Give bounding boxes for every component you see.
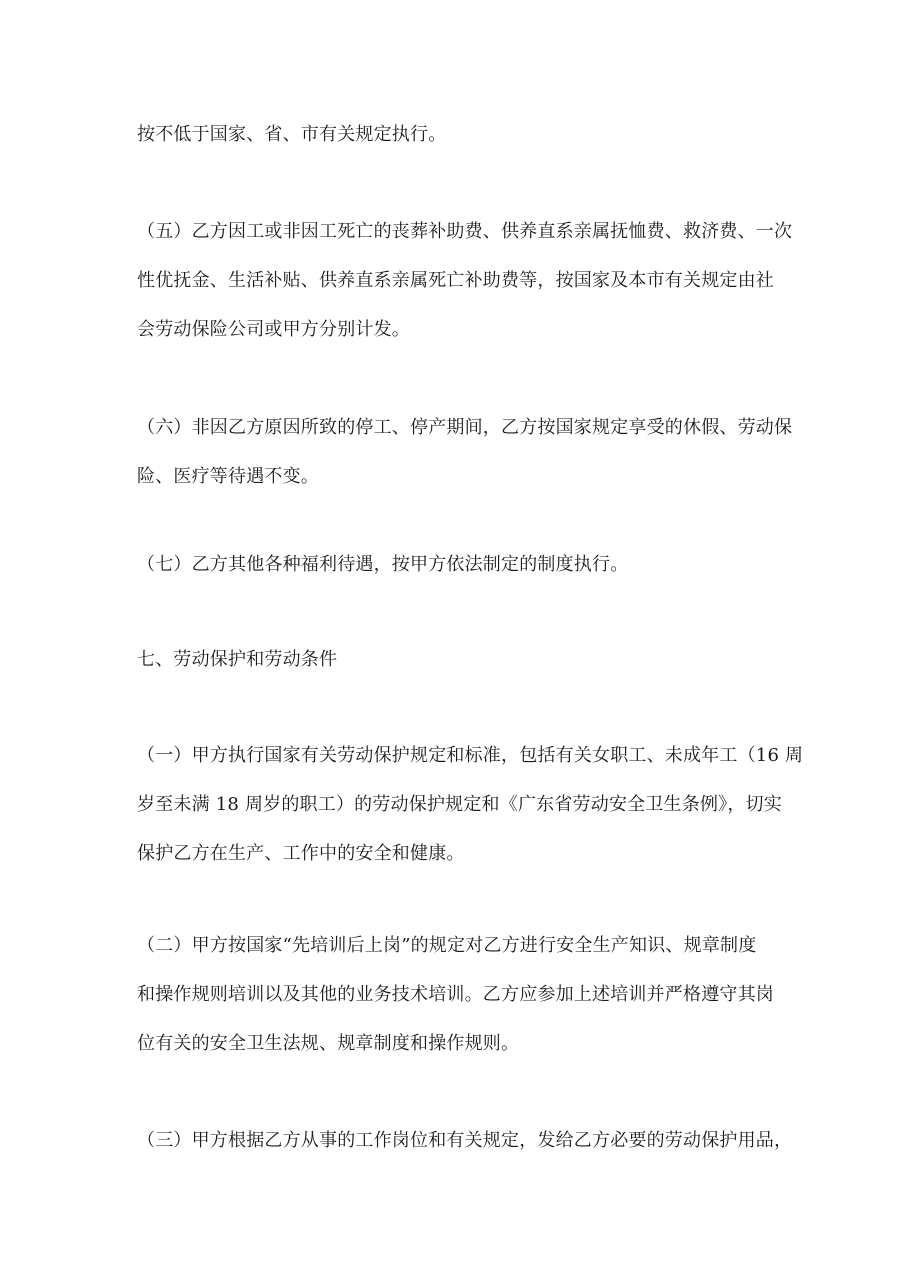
text-line: 岁至未满 18 周岁的职工）的劳动保护规定和《广东省劳动安全卫生条例》，切实	[137, 794, 782, 815]
paragraph-item-6-work-stoppage	[137, 403, 793, 501]
paragraph-item-7-other-welfare	[137, 540, 777, 589]
text-line: 保护乙方在生产、工作中的安全和健康。	[137, 843, 465, 864]
text-line: （七）乙方其他各种福利待遇，按甲方依法制定的制度执行。	[137, 554, 629, 575]
paragraph-item-1-protection-standards	[137, 731, 804, 878]
text-line: （三）甲方根据乙方从事的工作岗位和有关规定，发给乙方必要的劳动保护用品，	[137, 1130, 793, 1151]
section-heading: 七、劳动保护和劳动条件	[137, 649, 338, 670]
section-heading-labor-protection	[137, 635, 777, 684]
text-line: （一）甲方执行国家有关劳动保护规定和标准，包括有关女职工、未成年工（16 周	[137, 745, 804, 766]
text-line: （六）非因乙方原因所致的停工、停产期间，乙方按国家规定享受的休假、劳动保	[137, 417, 793, 438]
paragraph-item-2-training	[137, 921, 777, 1068]
text-line: （二）甲方按国家“先培训后上岗”的规定对乙方进行安全生产知识、规章制度	[137, 935, 757, 956]
paragraph-item-5-death-benefits	[137, 207, 793, 354]
text-line: 险、医疗等待遇不变。	[137, 466, 319, 487]
text-line: 会劳动保险公司或甲方分别计发。	[137, 319, 410, 340]
text-line: （五）乙方因工或非因工死亡的丧葬补助费、供养直系亲属抚恤费、救济费、一次	[137, 221, 793, 242]
text-line: 性优抚金、生活补贴、供养直系亲属死亡补助费等，按国家及本市有关规定由社	[137, 270, 774, 291]
paragraph-item-3-protective-equipment	[137, 1116, 793, 1165]
text-line: 位有关的安全卫生法规、规章制度和操作规则。	[137, 1033, 520, 1054]
text-line: 按不低于国家、省、市有关规定执行。	[137, 124, 447, 145]
text-line: 和操作规则培训以及其他的业务技术培训。乙方应参加上述培训并严格遵守其岗	[137, 984, 774, 1005]
paragraph-continuation	[137, 110, 777, 159]
